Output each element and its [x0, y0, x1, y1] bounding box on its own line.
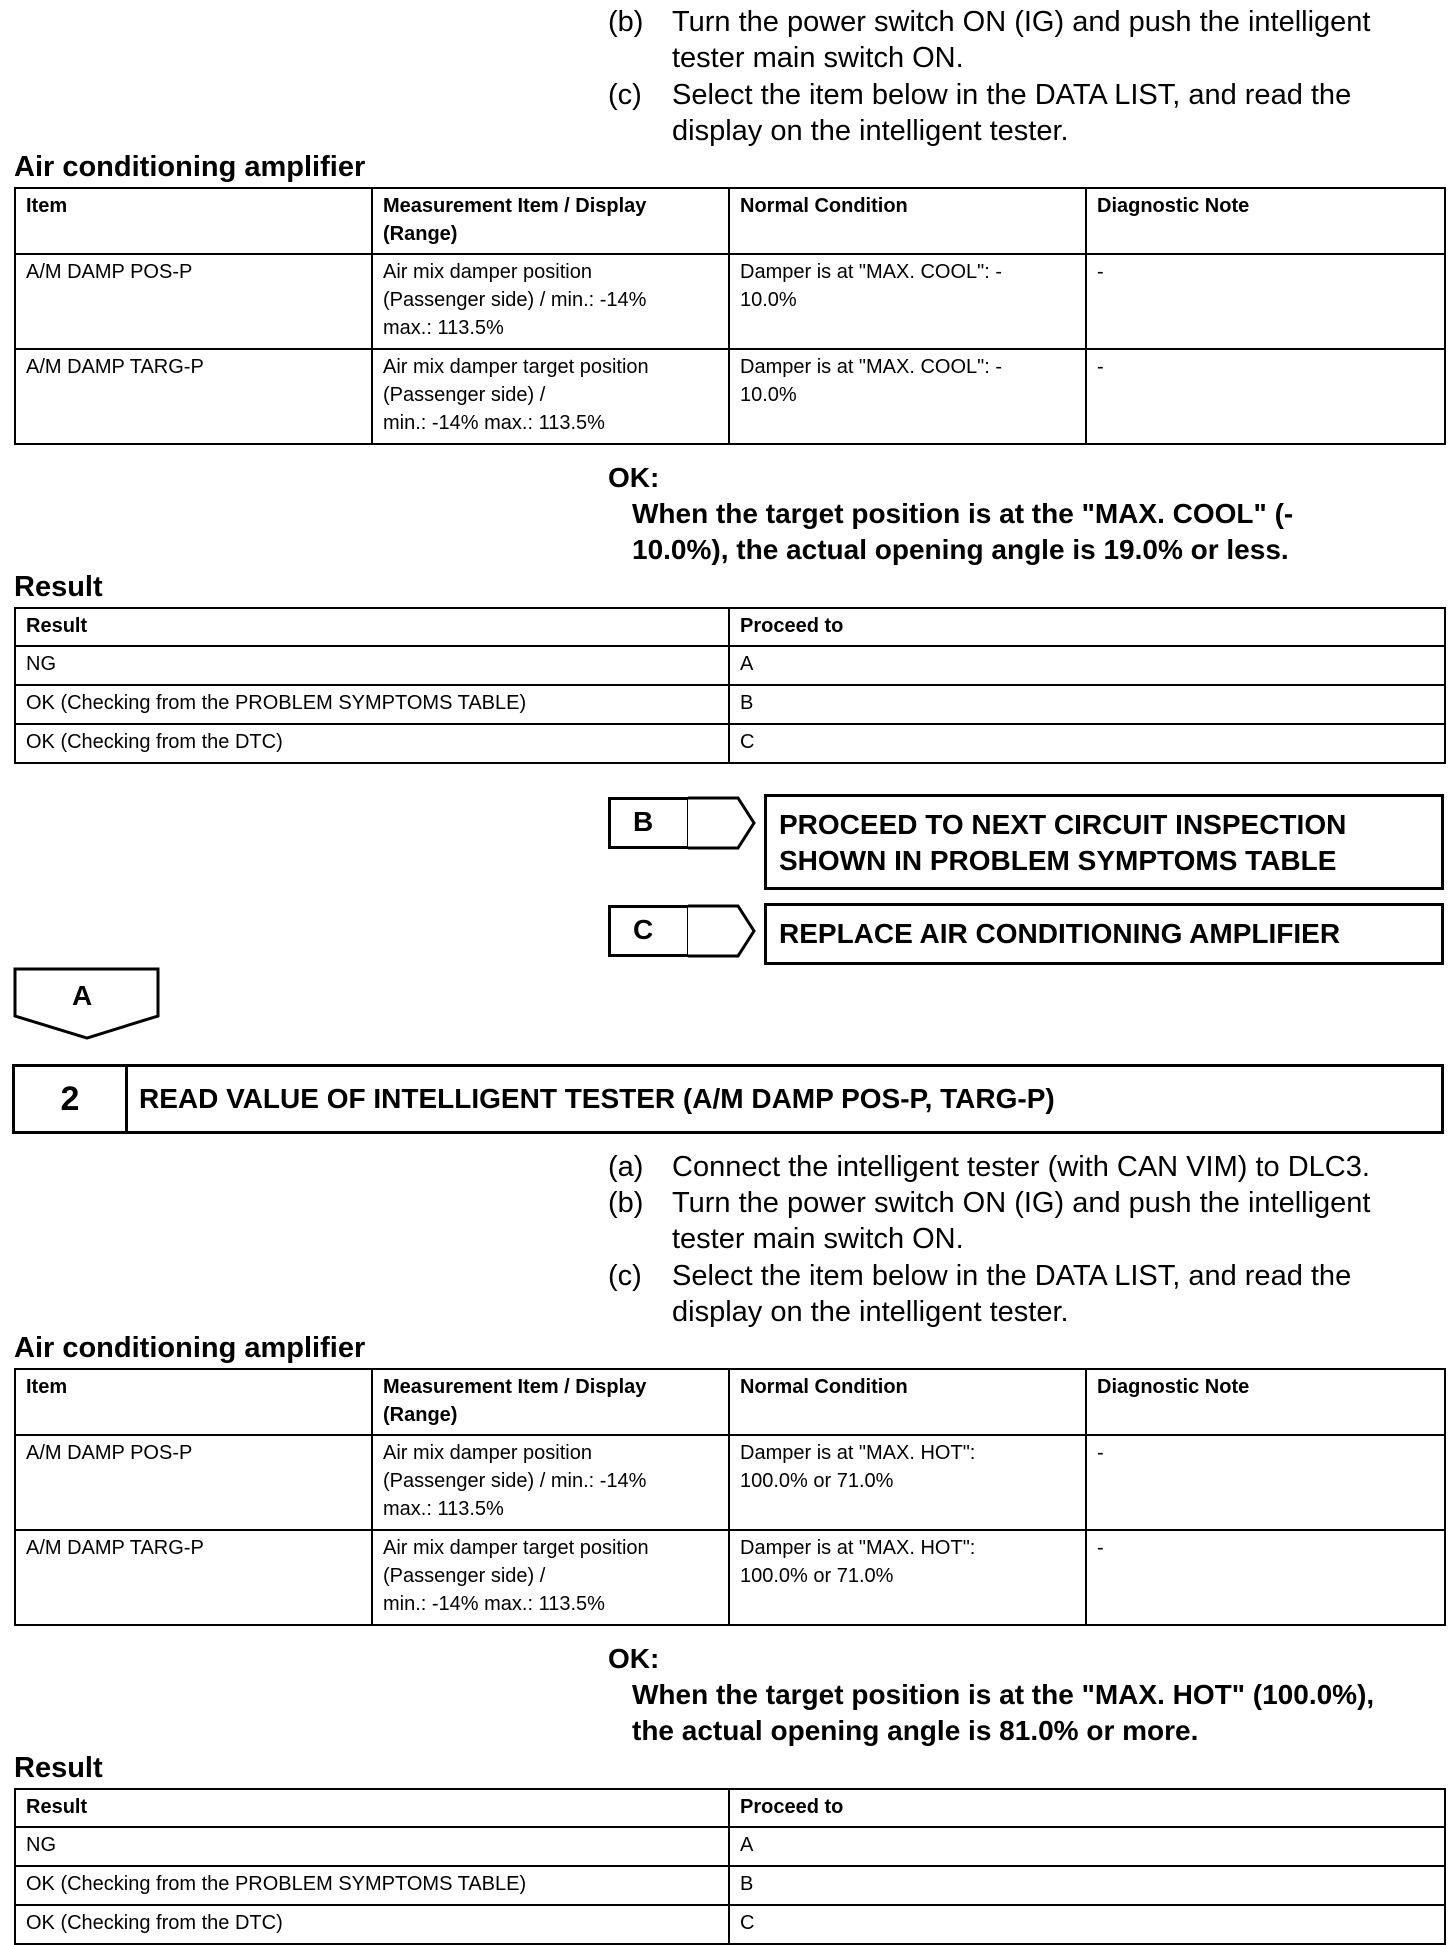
header-result: Result [15, 1789, 729, 1827]
table1-title: Air conditioning amplifier [14, 151, 366, 183]
cell-proceed: A [729, 646, 1445, 685]
cell-result: OK (Checking from the PROBLEM SYMPTOMS TABLE) [15, 1866, 729, 1905]
header-measurement: Measurement Item / Display (Range) [372, 188, 729, 254]
table-row [15, 685, 1445, 724]
table2-title: Air conditioning amplifier [14, 1332, 366, 1364]
cell-proceed: B [729, 1866, 1445, 1905]
flow-c-result-box [764, 903, 1444, 965]
step-label: (b) [608, 6, 644, 38]
step-label: (b) [608, 1187, 644, 1219]
result2-title: Result [14, 1752, 103, 1784]
step-text: Select the item below in the DATA LIST, and read the display on the intelligent tester. [672, 1260, 1352, 1328]
step-b [608, 1185, 1448, 1257]
section-number: 2 [15, 1067, 128, 1131]
flow-b-arrow [688, 795, 758, 851]
cell-normal: Damper is at "MAX. HOT": 100.0% or 71.0% [729, 1435, 1086, 1530]
cell-item: A/M DAMP TARG-P [15, 1530, 372, 1625]
data-list-table-2 [14, 1368, 1446, 1626]
table-row [15, 1905, 1445, 1944]
ok-label: OK: [608, 1643, 660, 1674]
flow-c-arrow [688, 903, 758, 959]
cell-result: NG [15, 1827, 729, 1866]
step-a [608, 1149, 1448, 1185]
result-table-2 [14, 1788, 1446, 1945]
header-result: Result [15, 608, 729, 646]
header-normal: Normal Condition [729, 1369, 1086, 1435]
cell-item: A/M DAMP POS-P [15, 254, 372, 349]
table-row [15, 1827, 1445, 1866]
table-header-row [15, 188, 1445, 254]
header-note: Diagnostic Note [1086, 188, 1445, 254]
cell-normal: Damper is at "MAX. COOL": - 10.0% [729, 349, 1086, 444]
step-text: Select the item below in the DATA LIST, and read the display on the intelligent tester. [672, 79, 1352, 147]
cell-proceed: A [729, 1827, 1445, 1866]
flow-b-label: B [633, 806, 654, 837]
header-proceed: Proceed to [729, 608, 1445, 646]
cell-note: - [1086, 349, 1445, 444]
table-row [15, 254, 1445, 349]
flow-b-text-1: PROCEED TO NEXT CIRCUIT INSPECTION [779, 809, 1347, 840]
flow-a-label: A [72, 980, 93, 1011]
cell-result: OK (Checking from the DTC) [15, 724, 729, 763]
ok-label: OK: [608, 462, 660, 493]
cell-proceed: B [729, 685, 1445, 724]
cell-measurement: Air mix damper position (Passenger side) / min.: -14% max.: 113.5% [372, 1435, 729, 1530]
cell-result: OK (Checking from the PROBLEM SYMPTOMS TABLE) [15, 685, 729, 724]
cell-normal: Damper is at "MAX. COOL": - 10.0% [729, 254, 1086, 349]
header-item: Item [15, 188, 372, 254]
flow-b-text-2: SHOWN IN PROBLEM SYMPTOMS TABLE [779, 845, 1337, 876]
table-row [15, 1866, 1445, 1905]
flow-c-label: C [633, 914, 654, 945]
flow-b-label-box [608, 797, 690, 849]
result1-title: Result [14, 571, 103, 603]
cell-proceed: C [729, 1905, 1445, 1944]
flow-c-text: REPLACE AIR CONDITIONING AMPLIFIER [779, 918, 1341, 949]
header-normal: Normal Condition [729, 188, 1086, 254]
step-b-top [608, 4, 1448, 76]
cell-measurement: Air mix damper target position (Passenger side) / min.: -14% max.: 113.5% [372, 349, 729, 444]
step-label: (a) [608, 1151, 644, 1183]
step-c-top [608, 77, 1448, 149]
ok-criteria: When the target position is at the "MAX. HOT" (100.0%), the actual opening angle is 81.0% or more. [632, 1679, 1375, 1746]
cell-proceed: C [729, 724, 1445, 763]
table-row [15, 724, 1445, 763]
step-text: Turn the power switch ON (IG) and push the intelligent tester main switch ON. [672, 6, 1371, 74]
header-proceed: Proceed to [729, 1789, 1445, 1827]
header-item: Item [15, 1369, 372, 1435]
flow-c-label-box [608, 905, 690, 957]
table-header-row [15, 1369, 1445, 1435]
cell-note: - [1086, 1435, 1445, 1530]
section-header [12, 1064, 1444, 1134]
result-table-1 [14, 607, 1446, 764]
data-list-table-1 [14, 187, 1446, 445]
table-row [15, 1435, 1445, 1530]
table-row [15, 646, 1445, 685]
cell-item: A/M DAMP POS-P [15, 1435, 372, 1530]
step-text: Connect the intelligent tester (with CAN VIM) to DLC3. [672, 1151, 1370, 1183]
cell-result: NG [15, 646, 729, 685]
cell-normal: Damper is at "MAX. HOT": 100.0% or 71.0% [729, 1530, 1086, 1625]
cell-measurement: Air mix damper target position (Passenger side) / min.: -14% max.: 113.5% [372, 1530, 729, 1625]
cell-item: A/M DAMP TARG-P [15, 349, 372, 444]
table-header-row [15, 1789, 1445, 1827]
table-row [15, 349, 1445, 444]
cell-note: - [1086, 254, 1445, 349]
step-label: (c) [608, 1260, 642, 1292]
cell-measurement: Air mix damper position (Passenger side) / min.: -14% max.: 113.5% [372, 254, 729, 349]
section-title: READ VALUE OF INTELLIGENT TESTER (A/M DAMP POS-P, TARG-P) [139, 1083, 1055, 1114]
step-label: (c) [608, 79, 642, 111]
step-text: Turn the power switch ON (IG) and push the intelligent tester main switch ON. [672, 1187, 1371, 1255]
cell-result: OK (Checking from the DTC) [15, 1905, 729, 1944]
flow-b-result-box [764, 794, 1444, 890]
step-c [608, 1258, 1448, 1330]
cell-note: - [1086, 1530, 1445, 1625]
table-header-row [15, 608, 1445, 646]
header-note: Diagnostic Note [1086, 1369, 1445, 1435]
header-measurement: Measurement Item / Display (Range) [372, 1369, 729, 1435]
table-row [15, 1530, 1445, 1625]
ok-criteria: When the target position is at the "MAX. COOL" (- 10.0%), the actual opening angle is 19.0% or less. [632, 498, 1294, 565]
